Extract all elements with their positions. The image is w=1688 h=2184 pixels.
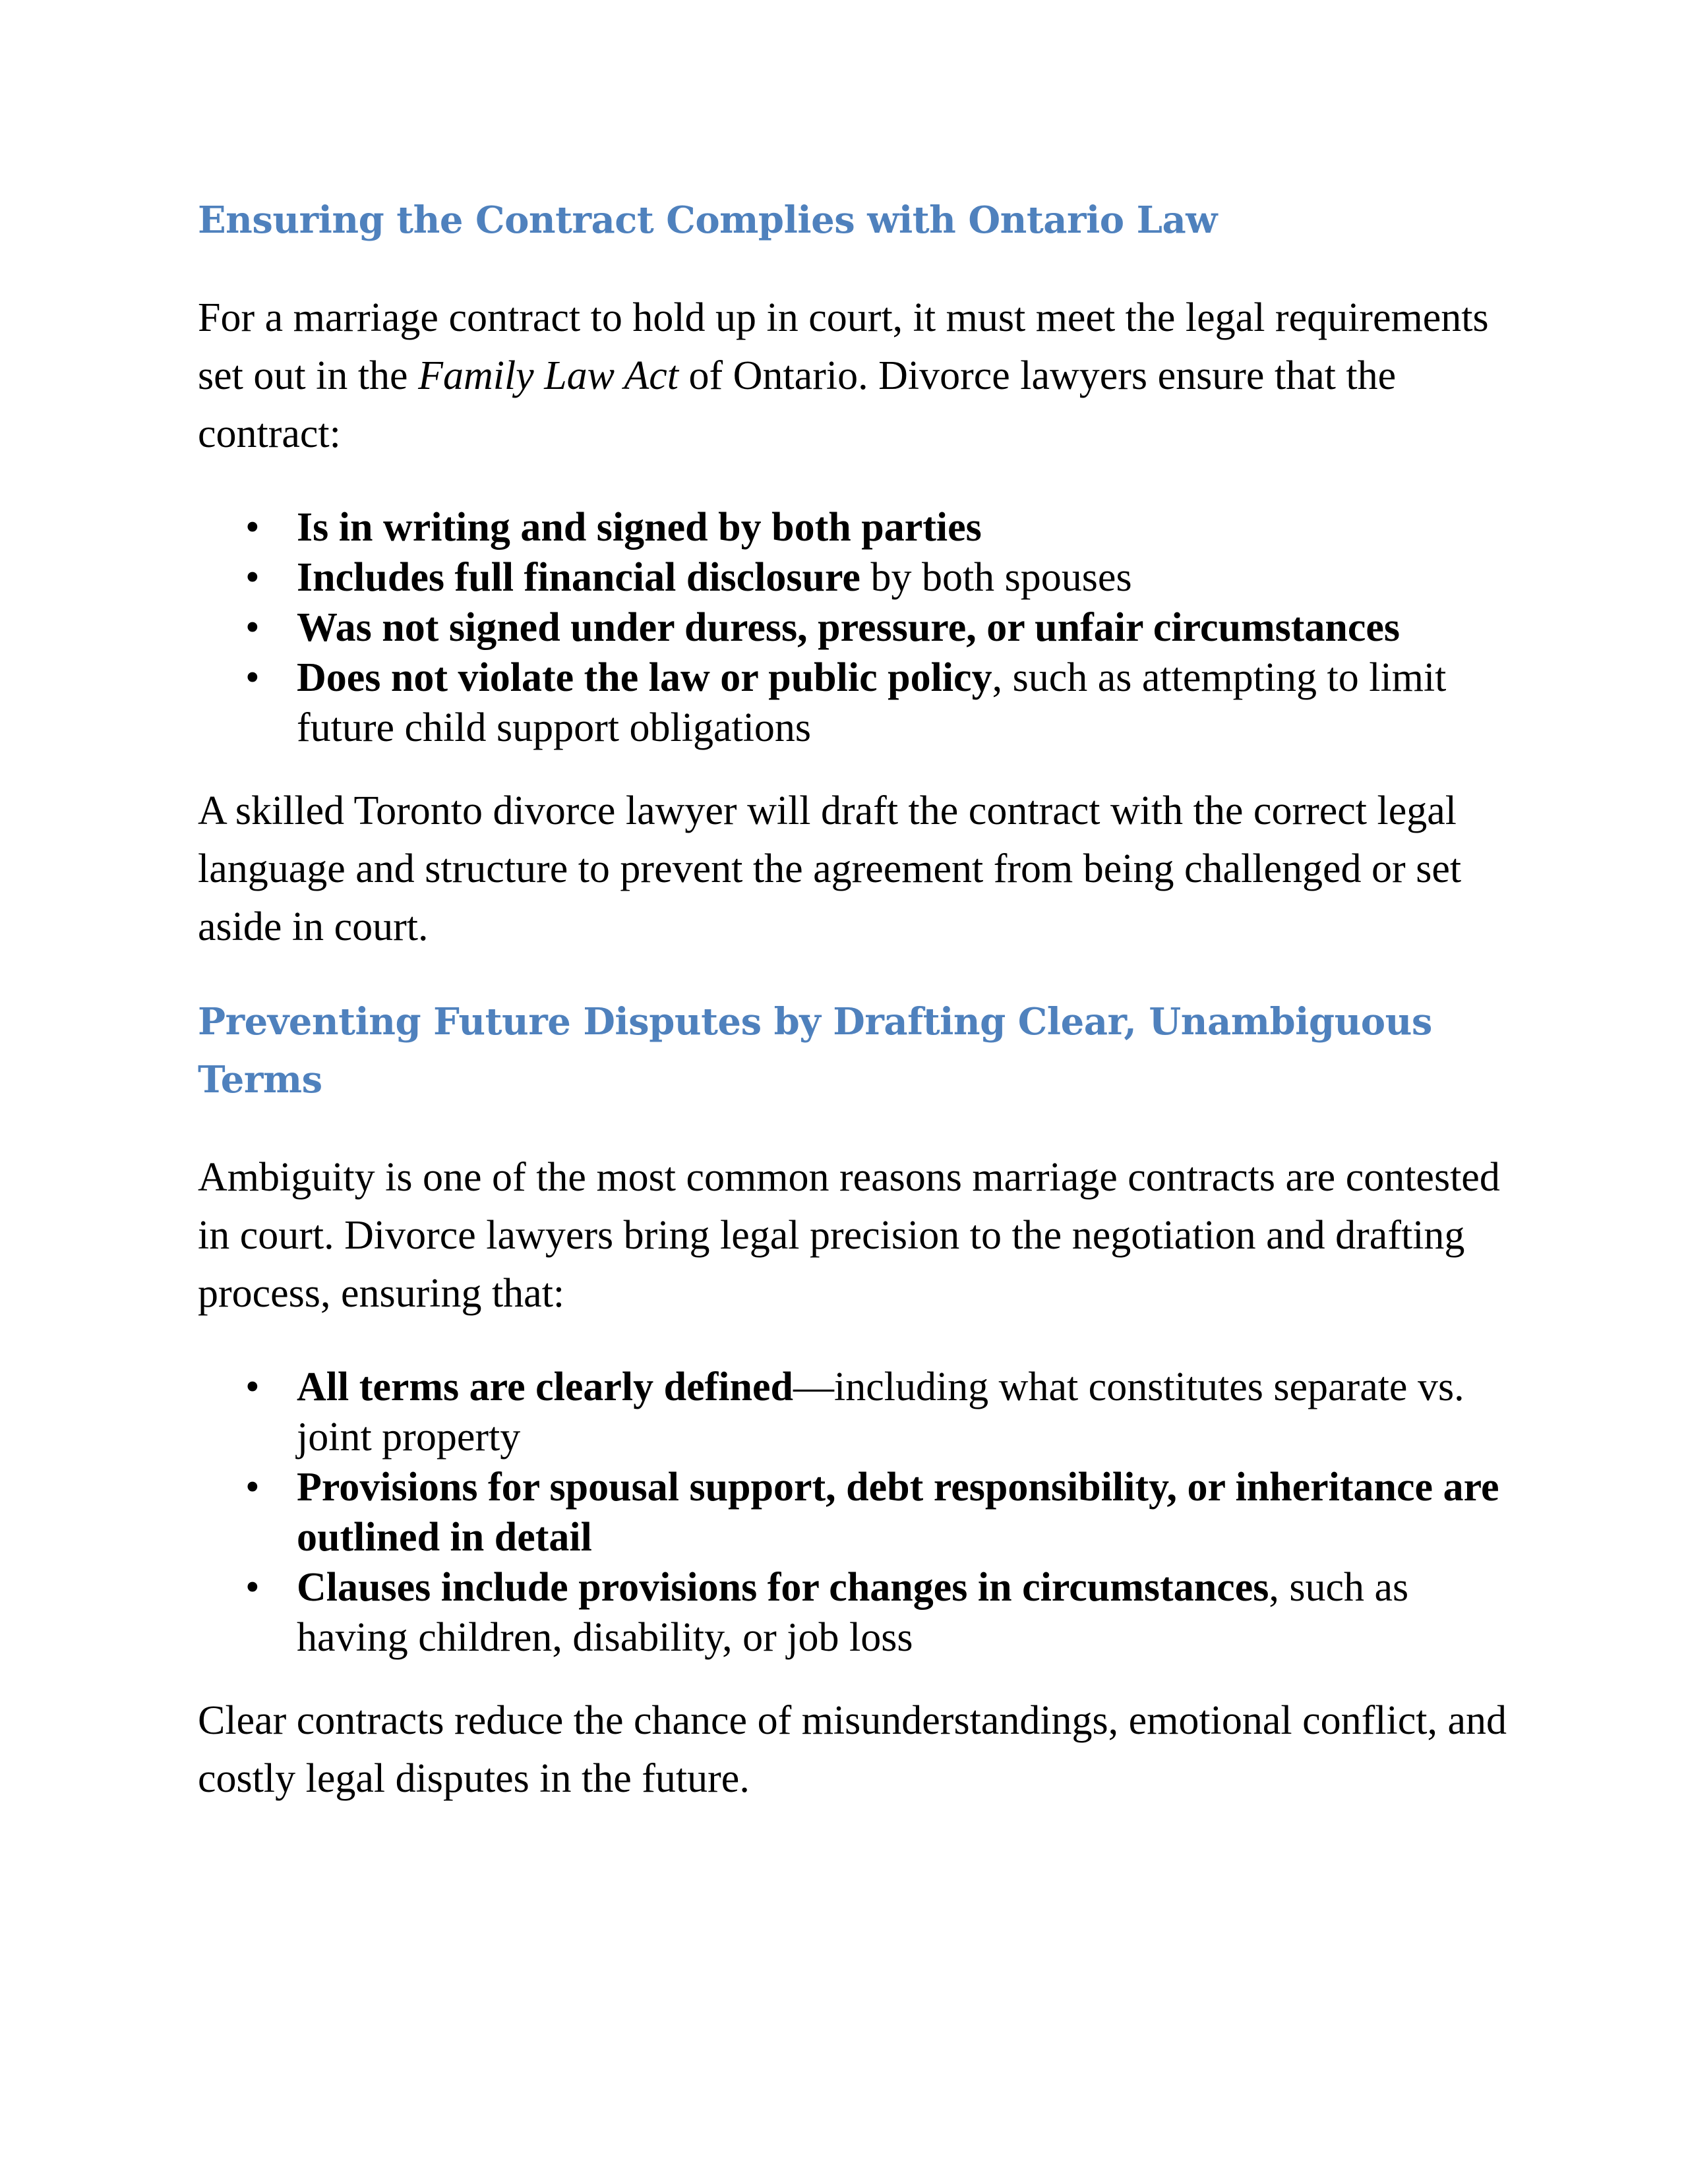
bullet-icon: • <box>245 655 260 700</box>
list-item-text: , such as attempting to limit future child support obligations <box>297 655 1447 750</box>
section-heading-ontario-law: Ensuring the Contract Complies with Ontario Law <box>198 198 1217 242</box>
requirements-list <box>198 502 1510 753</box>
bullet-icon: • <box>245 605 260 650</box>
list-item-bold: Clauses include provisions for changes in circumstances <box>297 1565 1269 1610</box>
section-closing-paragraph: Clear contracts reduce the chance of misunderstandings, emotional conflict, and costly legal disputes in the future. <box>198 1698 1507 1801</box>
list-item-bold: Provisions for spousal support, debt responsibility, or inheritance are outlined in detail <box>297 1465 1499 1560</box>
bullet-icon: • <box>245 1465 260 1510</box>
list-item <box>198 1362 1510 1462</box>
section-intro-paragraph <box>198 289 1510 463</box>
list-item-text: —including what constitutes separate vs. joint property <box>297 1365 1464 1460</box>
document-page <box>198 191 1510 1808</box>
bullet-icon: • <box>245 555 260 600</box>
list-item-text: by both spouses <box>860 555 1132 600</box>
list-item <box>198 552 1510 603</box>
list-item-bold: Does not violate the law or public policy <box>297 655 992 700</box>
list-item-text: , such as having children, disability, or job loss <box>297 1565 1409 1660</box>
act-name-italic: Family Law Act <box>418 353 679 398</box>
intro-text: For a marriage contract to hold up in court, it must meet the legal requirements set out in the <box>198 295 1489 398</box>
bullet-icon: • <box>245 1565 260 1610</box>
list-item <box>198 1462 1510 1562</box>
section-intro-paragraph: Ambiguity is one of the most common reasons marriage contracts are contested in court. Divorce lawyers bring legal precision to the negotiation and drafting process, ensuring that: <box>198 1155 1500 1316</box>
list-item-bold: Includes full financial disclosure <box>297 555 860 600</box>
list-item <box>198 1562 1510 1663</box>
bullet-icon: • <box>245 1365 260 1409</box>
bullet-icon: • <box>245 505 260 550</box>
intro-text: of Ontario. Divorce lawyers ensure that the contract: <box>198 353 1397 456</box>
drafting-list <box>198 1362 1510 1663</box>
list-item-bold: Is in writing and signed by both parties <box>297 505 982 550</box>
section-heading-preventing-disputes: Preventing Future Disputes by Drafting Clear, Unambiguous Terms <box>198 1000 1432 1102</box>
list-item <box>198 502 1510 552</box>
list-item <box>198 603 1510 653</box>
section-closing-paragraph: A skilled Toronto divorce lawyer will draft the contract with the correct legal language and structure to prevent the agreement from being challenged or set aside in court. <box>198 788 1462 949</box>
list-item-bold: All terms are clearly defined <box>297 1365 793 1409</box>
list-item-bold: Was not signed under duress, pressure, or unfair circumstances <box>297 605 1401 650</box>
list-item <box>198 653 1510 753</box>
